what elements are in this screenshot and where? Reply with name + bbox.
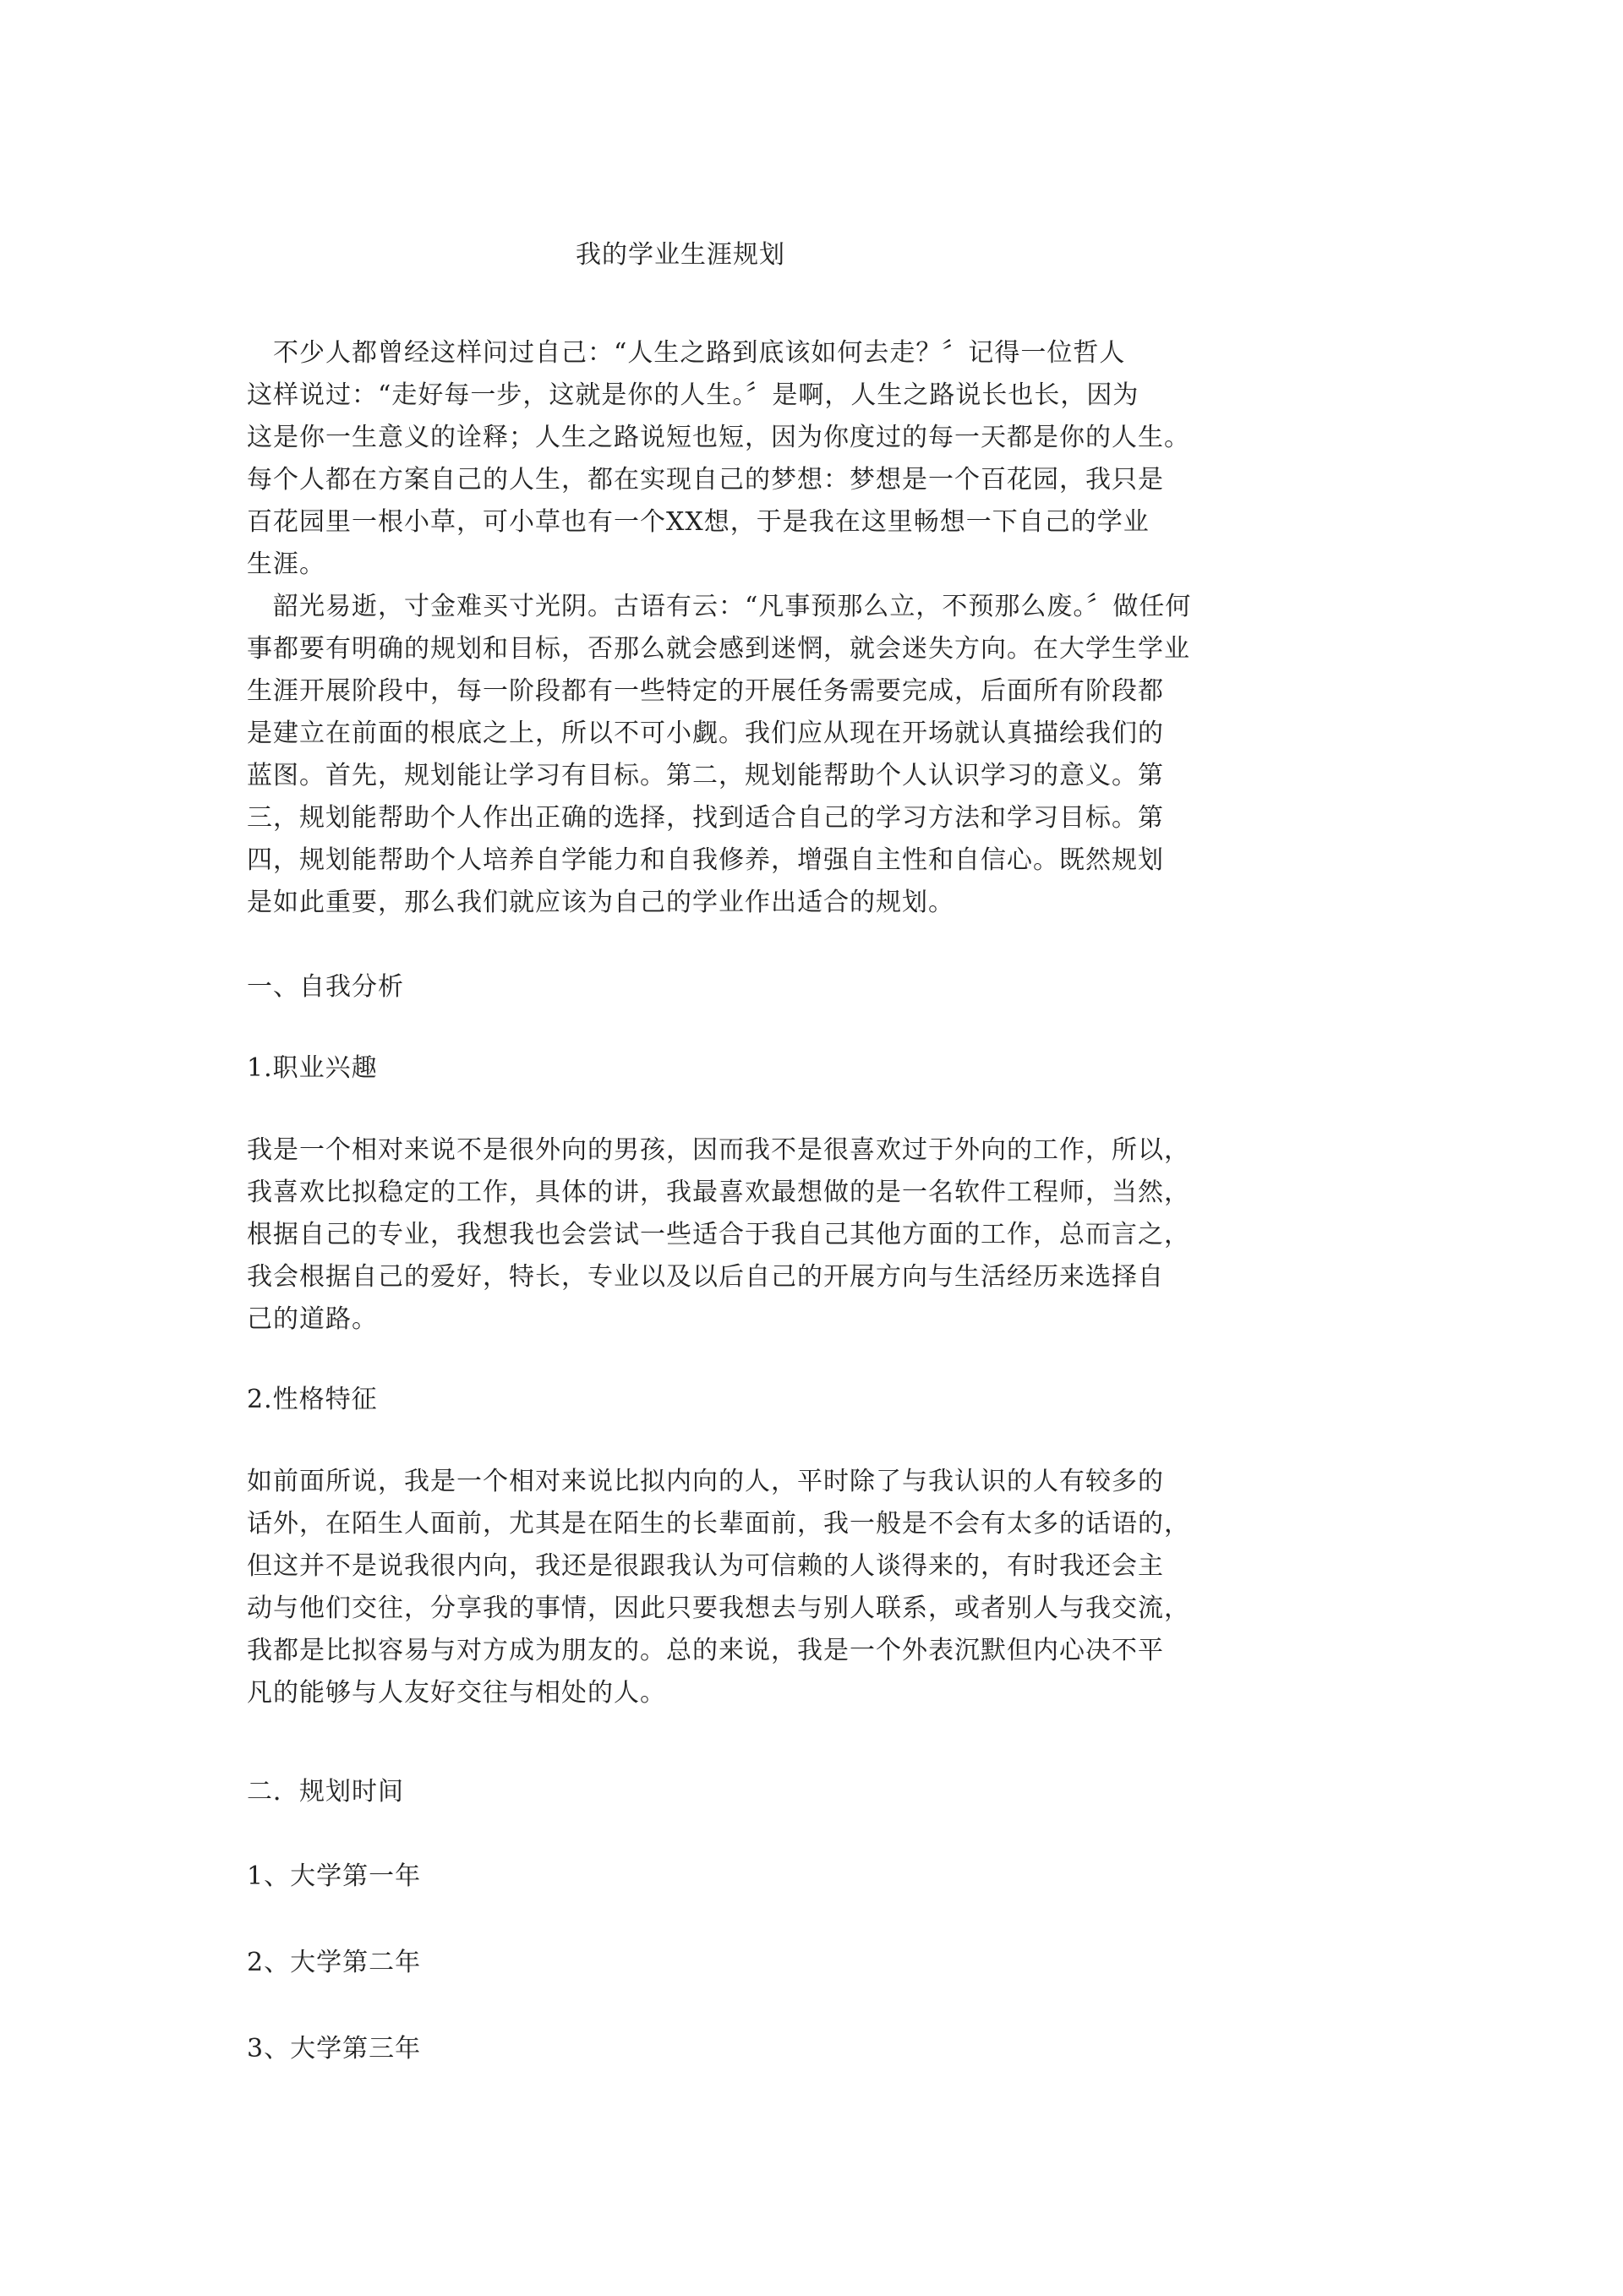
text-line: 如前面所说，我是一个相对来说比拟内向的人，平时除了与我认识的人有较多的 — [247, 1467, 1164, 1496]
text-line: 己的道路。 — [247, 1304, 378, 1334]
text-line: 凡的能够与人友好交往与相处的人。 — [247, 1678, 666, 1708]
list-item-year-3: 3、大学第三年 — [247, 2034, 422, 2064]
personality-paragraph — [247, 1461, 1287, 1714]
text-line: 百花园里一根小草，可小草也有一个XX想，于是我在这里畅想一下自己的学业 — [247, 507, 1150, 537]
text-line: 根据自己的专业，我想我也会尝试一些适合于我自己其他方面的工作，总而言之， — [247, 1220, 1190, 1249]
text-line: 我是一个相对来说不是很外向的男孩，因而我不是很喜欢过于外向的工作，所以， — [247, 1135, 1190, 1165]
text-line: 蓝图。首先，规划能让学习有目标。第二，规划能帮助个人认识学习的意义。第 — [247, 761, 1164, 790]
list-item-year-2: 2、大学第二年 — [247, 1948, 422, 1977]
text-line: 话外，在陌生人面前，尤其是在陌生的长辈面前，我一般是不会有太多的话语的， — [247, 1509, 1190, 1539]
text-line: 是如此重要，那么我们就应该为自己的学业作出适合的规划。 — [247, 888, 954, 917]
text-line: 我会根据自己的爱好，特长，专业以及以后自己的开展方向与生活经历来选择自 — [247, 1262, 1164, 1292]
text-line: 我都是比拟容易与对方成为朋友的。总的来说，我是一个外表沉默但内心决不平 — [247, 1636, 1164, 1665]
document-title: 我的学业生涯规划 — [576, 240, 785, 270]
subheading-career-interest: 1.职业兴趣 — [247, 1053, 378, 1083]
intro-paragraph — [247, 332, 1287, 586]
section-heading-self-analysis: 一、自我分析 — [247, 972, 404, 1002]
text-line: 是建立在前面的根底之上，所以不可小觑。我们应从现在开场就认真描绘我们的 — [247, 719, 1164, 748]
career-interest-paragraph — [247, 1129, 1287, 1341]
text-line: 这样说过：“走好每一步，这就是你的人生。〞是啊，人生之路说长也长，因为 — [247, 380, 1139, 410]
text-line: 动与他们交往，分享我的事情，因此只要我想去与别人联系，或者别人与我交流， — [247, 1594, 1190, 1623]
list-item-year-1: 1、大学第一年 — [247, 1861, 422, 1891]
text-line: 这是你一生意义的诠释；人生之路说短也短，因为你度过的每一天都是你的人生。 — [247, 423, 1190, 452]
subheading-personality: 2.性格特征 — [247, 1385, 378, 1414]
text-line: 但这并不是说我很内向，我还是很跟我认为可信赖的人谈得来的，有时我还会主 — [247, 1551, 1164, 1581]
text-line: 不少人都曾经这样问过自己：“人生之路到底该如何去走？〞记得一位哲人 — [247, 338, 1126, 368]
text-line: 韶光易逝，寸金难买寸光阴。古语有云：“凡事预那么立，不预那么废。〞做任何 — [247, 592, 1192, 621]
text-line: 每个人都在方案自己的人生，都在实现自己的梦想：梦想是一个百花园，我只是 — [247, 465, 1164, 495]
text-line: 生涯。 — [247, 549, 325, 579]
text-line: 事都要有明确的规划和目标，否那么就会感到迷惘，就会迷失方向。在大学生学业 — [247, 634, 1190, 664]
section-heading-plan-time: 二．规划时间 — [247, 1777, 404, 1807]
text-line: 我喜欢比拟稳定的工作，具体的讲，我最喜欢最想做的是一名软件工程师，当然， — [247, 1178, 1190, 1207]
text-line: 三，规划能帮助个人作出正确的选择，找到适合自己的学习方法和学习目标。第 — [247, 803, 1164, 833]
planning-importance-paragraph — [247, 586, 1287, 924]
text-line: 四，规划能帮助个人培养自学能力和自我修养，增强自主性和自信心。既然规划 — [247, 845, 1164, 875]
text-line: 生涯开展阶段中，每一阶段都有一些特定的开展任务需要完成，后面所有阶段都 — [247, 676, 1164, 706]
